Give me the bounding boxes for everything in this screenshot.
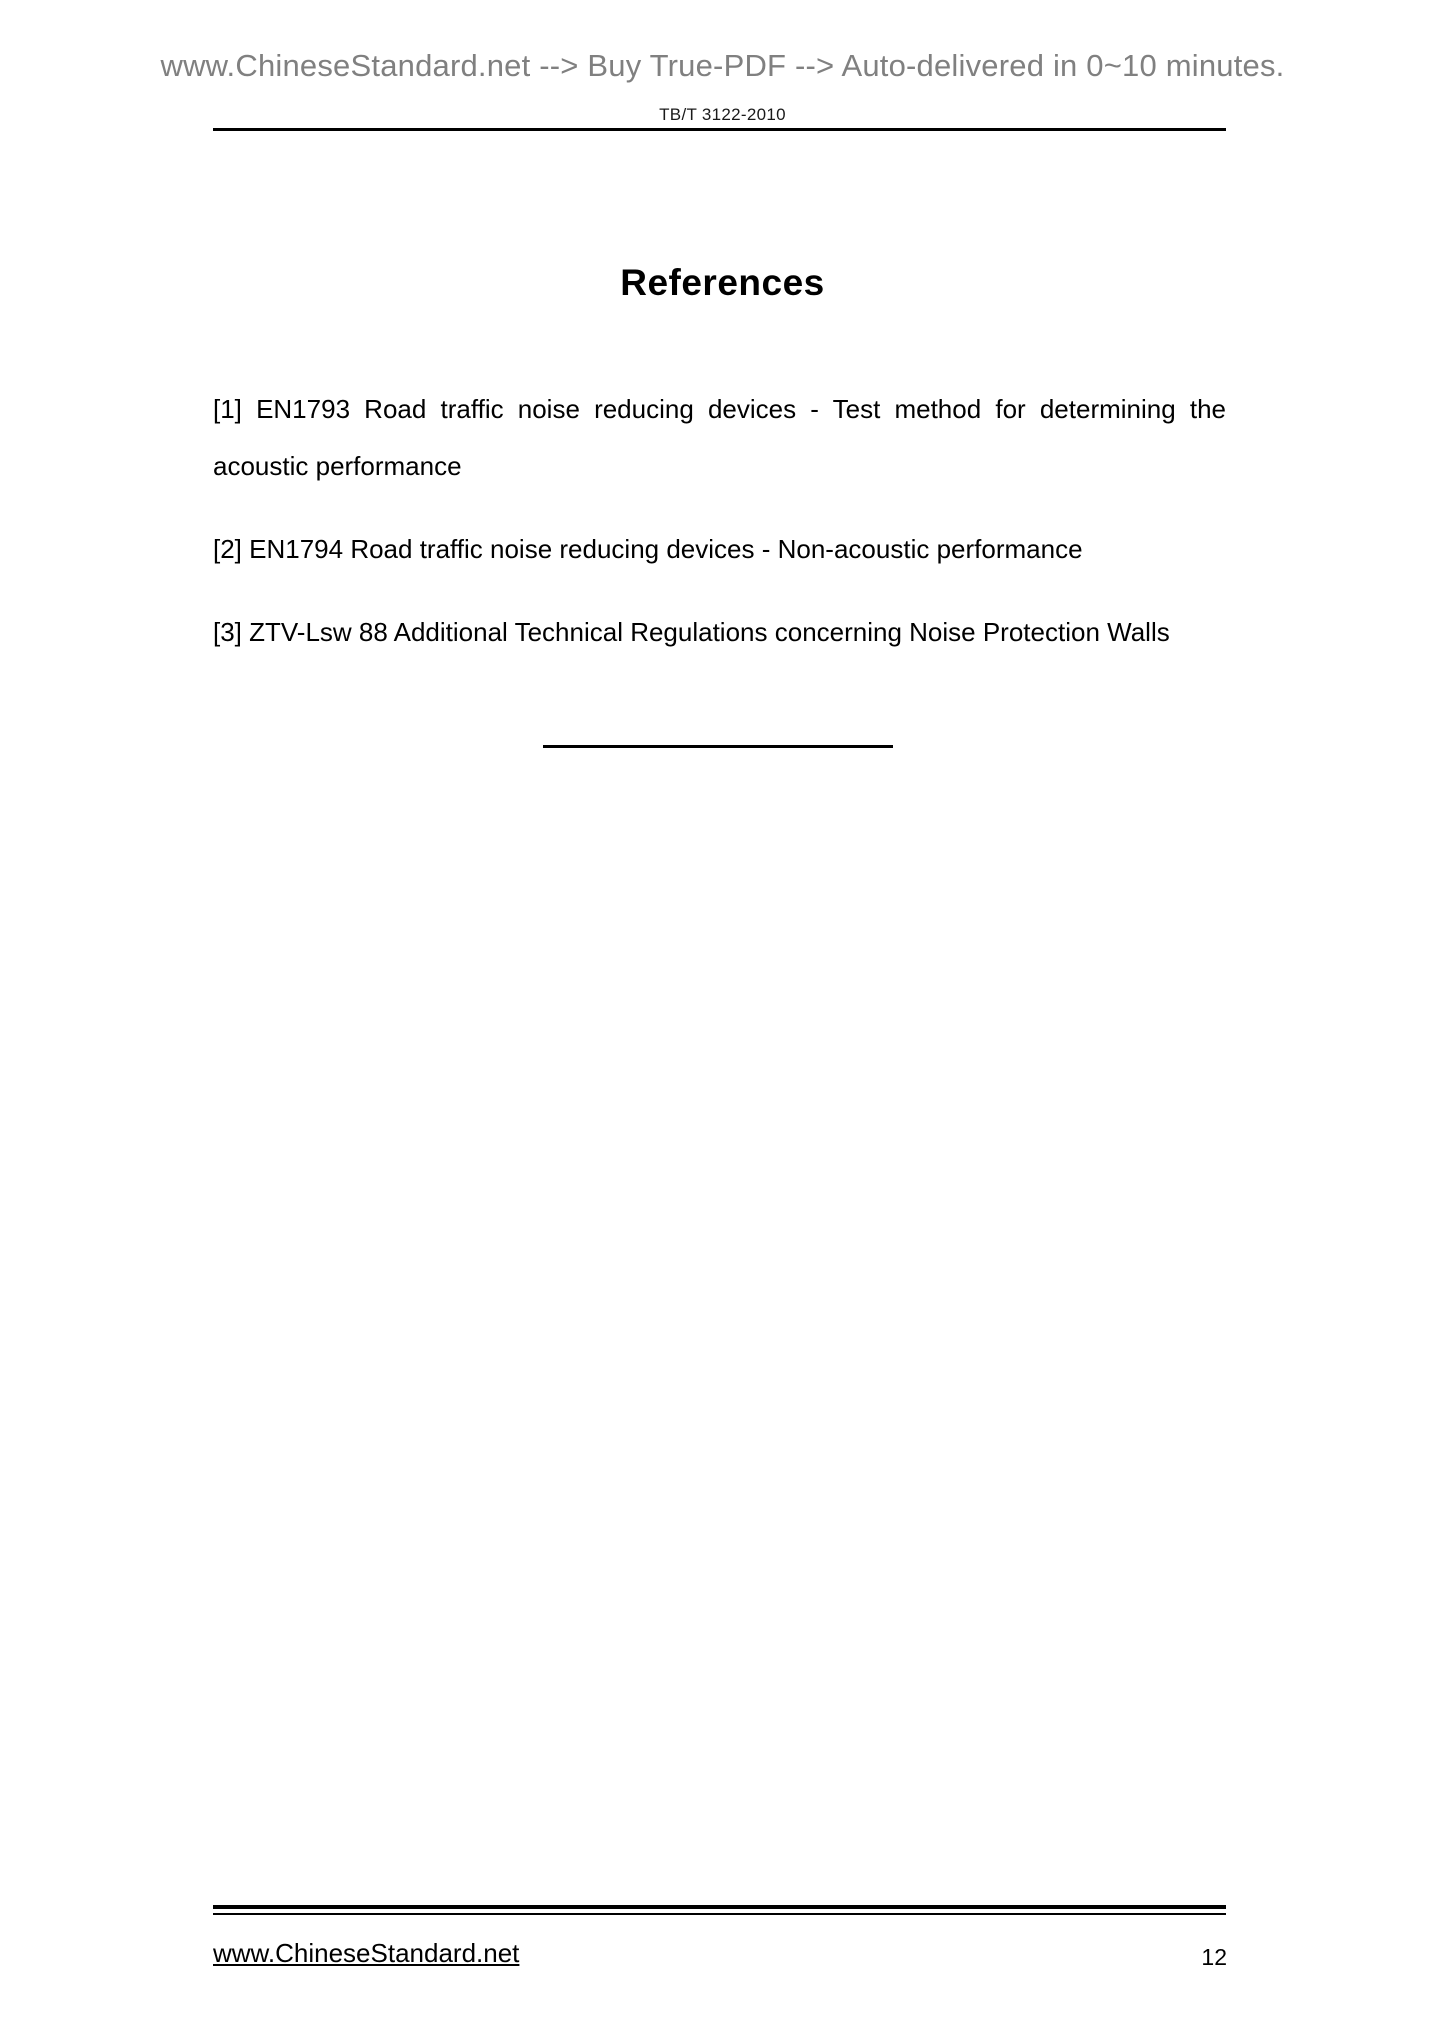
section-end-divider bbox=[543, 745, 893, 748]
page-number: 12 bbox=[1201, 1944, 1227, 1970]
page-title: References bbox=[620, 261, 825, 303]
reference-list bbox=[213, 355, 1226, 687]
header-divider bbox=[213, 128, 1226, 131]
footer-divider-top bbox=[213, 1905, 1226, 1909]
footer-site-link[interactable]: www.ChineseStandard.net bbox=[213, 1938, 520, 1968]
footer-divider-bottom bbox=[213, 1913, 1226, 1915]
reference-entry-1: [1] EN1793 Road traffic noise reducing devices - Test method for determining the acoustic performance bbox=[213, 394, 1226, 481]
reference-entry-2: [2] EN1794 Road traffic noise reducing devices - Non-acoustic performance bbox=[213, 534, 1083, 564]
standard-code: TB/T 3122-2010 bbox=[659, 105, 786, 124]
promo-banner: www.ChineseStandard.net --> Buy True-PDF --> Auto-delivered in 0~10 minutes. bbox=[160, 48, 1285, 83]
reference-entry-3: [3] ZTV-Lsw 88 Additional Technical Regulations concerning Noise Protection Walls bbox=[213, 617, 1170, 647]
